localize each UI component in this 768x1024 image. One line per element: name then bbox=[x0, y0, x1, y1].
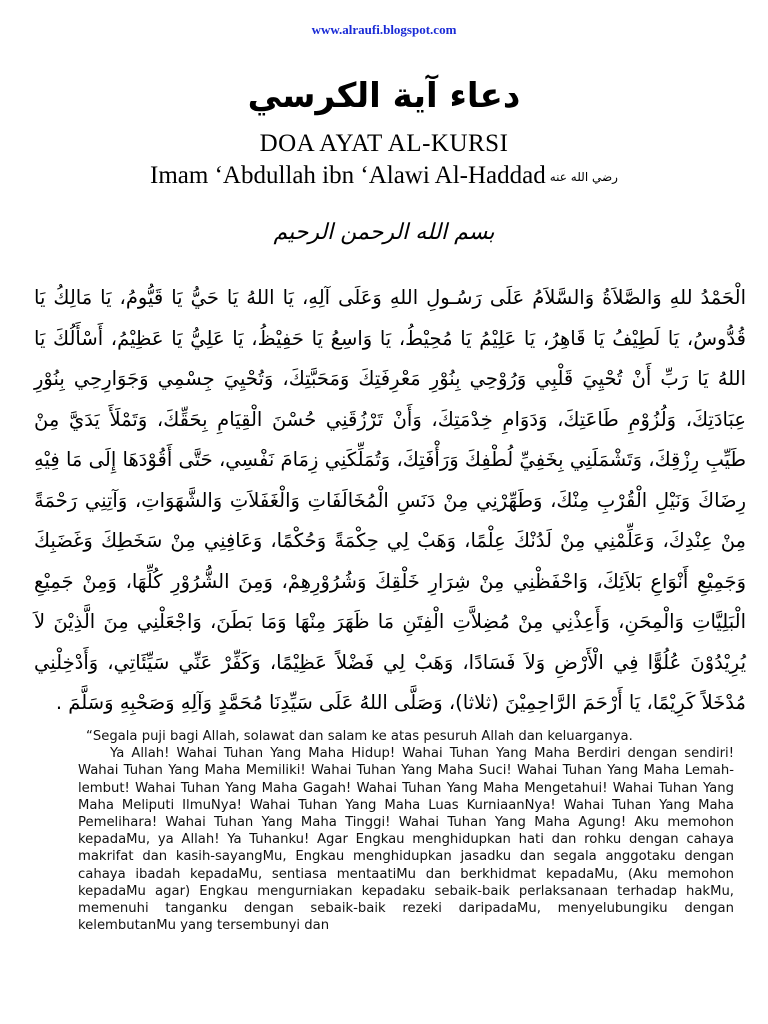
blog-url-link[interactable]: www.alraufi.blogspot.com bbox=[311, 22, 457, 37]
author-subtitle bbox=[0, 162, 768, 190]
translation-paragraph-1: “Segala puji bagi Allah, solawat dan salam ke atas pesuruh Allah dan keluarganya. bbox=[86, 729, 633, 744]
author-name: Imam ‘Abdullah ibn ‘Alawi Al-Haddad bbox=[150, 162, 546, 189]
basmala-calligraphy: بسم الله الرحمن الرحيم bbox=[273, 220, 495, 245]
arabic-prayer-text: الْحَمْدُ للهِ وَالصَّلاَةُ وَالسَّلاَمُ عَلَى رَسُـولِ اللهِ وَعَلَى آلِهِ، يَا اللهُ يَا حَيُّ يَا قَيُّومُ، يَا مَالِكُ يَا قُدُّوسُ، يَا لَطِيْفُ يَا قَاهِرُ، يَا عَلِيْمُ يَا مُحِيْطُ، يَا وَاسِعُ يَا حَفِيْظُ، يَا عَلِيُّ يَا عَظِيْمُ، أَسْأَلُكَ يَا اللهُ يَا رَبِّ أَنْ تُحْيِيَ قَلْبِي وَرُوْحِي بِنُوْرِ مَعْرِفَتِكَ وَمَحَبَّتِكَ، وَتُحْيِيَ جِسْمِي وَجَوَارِحِي بِنُوْرِ عِبَادَتِكَ، وَلُزُوْمِ طَاعَتِكَ، وَدَوَامِ خِدْمَتِكَ، وَأَنْ تَرْزُقَنِي حُسْنَ الْقِيَامِ بِحَقِّكَ، وَتَمْلَأَ يَدَيَّ مِنْ طَيِّبِ رِزْقِكَ، وَتَشْمَلَنِي بِخَفِيِّ لُطْفِكَ وَرَأْفَتِكَ، وَتُمَلِّكَنِي زِمَامَ نَفْسِي، حَتَّى أَقُوْدَهَا إِلَى مَا فِيْهِ رِضَاكَ وَنَيْلِ الْقُرْبِ مِنْكَ، وَطَهِّرْنِي مِنْ دَنَسِ الْمُخَالَفَاتِ وَالْغَفَلاَتِ وَالشَّهَوَاتِ، وَآتِنِي رَحْمَةً مِنْ عِنْدِكَ، وَعَلِّمْنِي مِنْ لَدُنْكَ عِلْمًا، وَهَبْ لِي حِكْمَةً وَحُكْمًا، وَعَافِنِي مِنْ سَخَطِكَ وَغَضَبِكَ وَجَمِيْعِ أَنْوَاعِ بَلاَئِكَ، وَاحْفَظْنِي مِنْ شِرَارِ خَلْقِكَ وَشُرُوْرِهِمْ، وَمِنَ الشُّرُوْرِ كُلِّهَا، وَمِنْ جَمِيْعِ الْبَلِيَّاتِ وَالْمِحَنِ، وَأَعِذْنِي مِنْ مُضِلاَّتِ الْفِتَنِ مَا ظَهَرَ مِنْهَا وَمَا بَطَنَ، وَاجْعَلْنِي مِنَ الَّذِيْنَ لاَ يُرِيْدُوْنَ عُلُوًّا فِي الْأَرْضِ وَلاَ فَسَادًا، وَهَبْ لِي فَضْلاً عَظِيْمًا، وَكَفِّرْ عَنِّي سَيِّئَاتِي، وَأَدْخِلْنِي مُدْخَلاً كَرِيْمًا، يَا أَرْحَمَ الرَّاحِمِيْنَ (ثلاثا)، وَصَلَّى اللهُ عَلَى سَيِّدِنَا مُحَمَّدٍ وَآلِهِ وَصَحْبِهِ وَسَلَّمَ . bbox=[34, 286, 746, 714]
translation-paragraph-2: Ya Allah! Wahai Tuhan Yang Maha Hidup! Wahai Tuhan Yang Maha Berdiri dengan sendiri! Wahai Tuhan Yang Maha Memiliki! Wahai Tuhan Yang Maha Suci! Wahai Tuhan Yang Maha Lemah-lembut! Wahai Tuhan Yang Maha Gagah! Wahai Tuhan Yang Maha Mengetahui! Wahai Tuhan Yang Maha Meliputi IlmuNya! Wahai Tuhan Yang Maha Luas KurniaanNya! Wahai Tuhan Yang Maha Pemelihara! Wahai Tuhan Yang Maha Tinggi! Wahai Tuhan Yang Maha Agung! Aku memohon kepadaMu, ya Allah! Ya Tuhanku! Agar Engkau menghidupkan hati dan rohku dengan cahaya makrifat dan kasih-sayangMu, Engkau menghidupkan jasadku dan segala anggotaku dengan cahaya ibadah kepadaMu, sentiasa mentaatiMu dan berkhidmat kepadaMu, (Aku memohon kepadaMu agar) Engkau mengurniakan kepadaku sebaik-baik perlaksanaan terhadap hakMu, memenuhi tanganku dengan sebaik-baik rezeki daripadaMu, menyelubungiku dengan kelembutanMu yang tersembunyi dan bbox=[78, 746, 734, 934]
honorific-symbol: رضي الله عنه bbox=[549, 170, 618, 185]
arabic-title: دعاء آية الكرسي bbox=[247, 76, 521, 116]
translation-block bbox=[78, 728, 734, 934]
page-title: DOA AYAT AL-KURSI bbox=[259, 130, 509, 157]
